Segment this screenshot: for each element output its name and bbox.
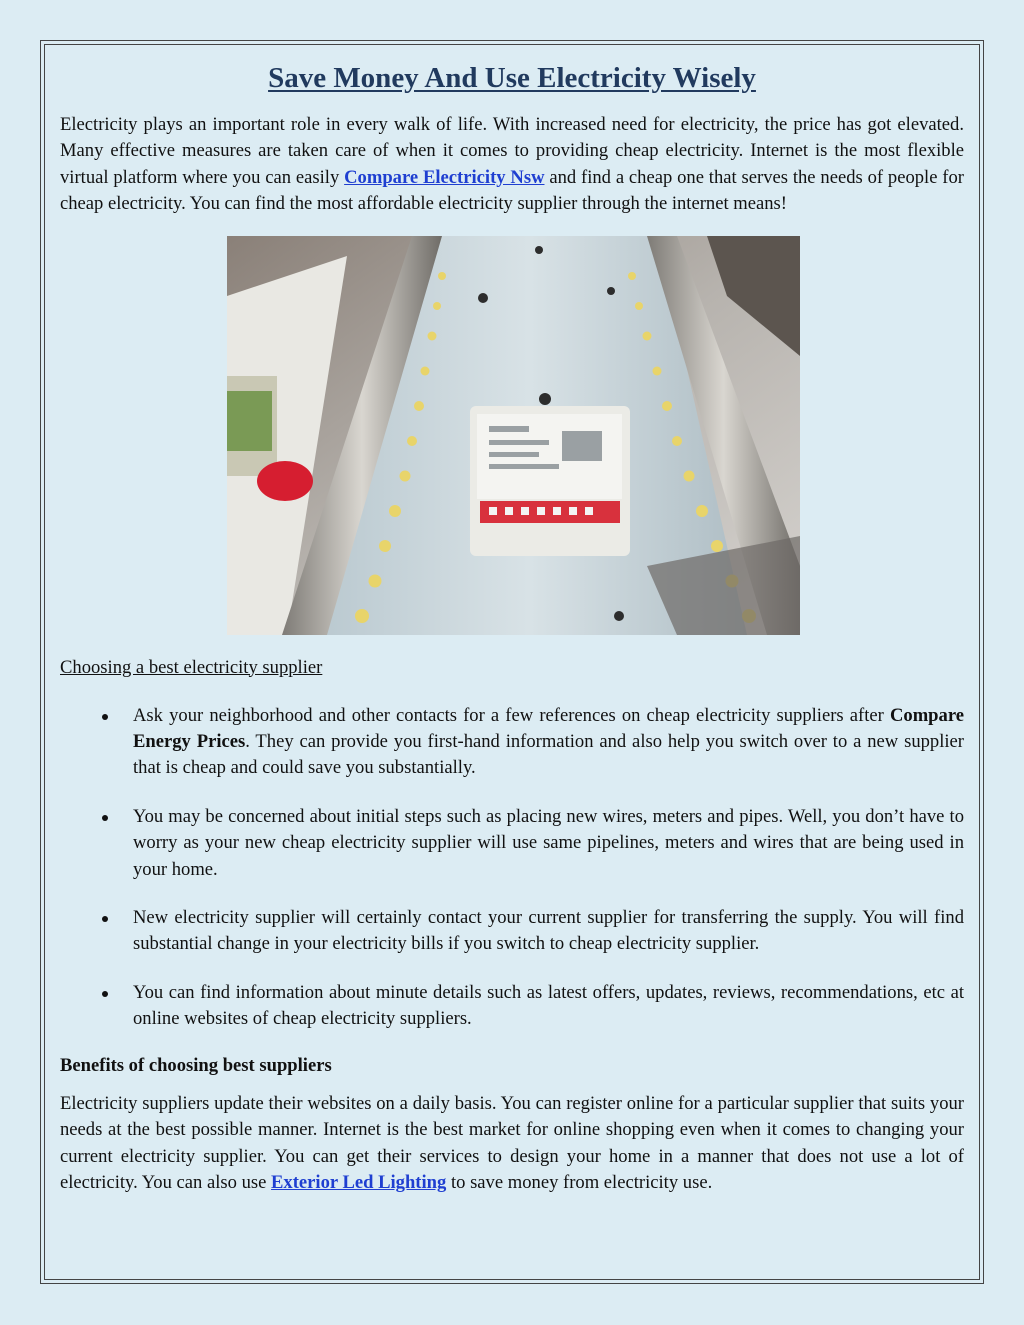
compare-electricity-nsw-link[interactable]: Compare Electricity Nsw (344, 166, 545, 188)
closing-text-start: Electricity suppliers update their websites on a daily basis. You can register online for a particular supplier that suits your needs at the best possible manner. Internet is the best market for online shopping even when it comes to changing your current electricity supplier. You can get their services to design your home in a manner that does not use a lot of electricity. You can also use (60, 1092, 964, 1193)
bullet-icon (102, 714, 108, 720)
list-item (60, 980, 964, 1033)
exterior-led-lighting-link[interactable]: Exterior Led Lighting (271, 1171, 447, 1193)
intro-paragraph (60, 112, 964, 218)
intro-text-start: Electricity plays an important role in every walk of life. With increased need for electricity, the price has got elevated. Many effective measures are taken care of when it comes to providing cheap electricity. Internet is the most flexible virtual platform where you can easily (60, 114, 964, 188)
bullet-bold-text: Compare Energy Prices (133, 704, 964, 753)
list-item (60, 905, 964, 958)
bullet-text: New electricity supplier will certainly contact your current supplier for transferring the supply. You will find substantial change in your electricity bills if you switch to cheap electricity supplier. (133, 907, 964, 955)
bullet-text: Ask your neighborhood and other contacts for a few references on cheap electricity suppliers after (133, 704, 890, 726)
list-item (60, 804, 964, 883)
supplier-tips-list (60, 703, 964, 1033)
section-heading-choosing: Choosing a best electricity supplier (60, 656, 323, 678)
section-heading-benefits: Benefits of choosing best suppliers (60, 1054, 332, 1076)
bullet-icon (102, 991, 108, 997)
intro-text-end: and find a cheap one that serves the needs of people for cheap electricity. You can find the most affordable electricity supplier through the internet means! (60, 166, 964, 215)
led-light-panel-photo (227, 236, 800, 635)
bullet-text: You can find information about minute details such as latest offers, updates, reviews, recommendations, etc at online websites of cheap electricity suppliers. (133, 981, 964, 1030)
document-body (60, 58, 964, 1196)
bullet-text: You may be concerned about initial steps such as placing new wires, meters and pipes. Well, you don’t have to worry as your new cheap electricity supplier will use same pipelines, meters and wires that are being used in your home. (133, 805, 964, 880)
list-item (60, 703, 964, 782)
page-title: Save Money And Use Electricity Wisely (268, 62, 756, 94)
bullet-text: . They can provide you first-hand information and also help you switch over to a new supplier that is cheap and could save you substantially. (133, 731, 964, 779)
bullet-icon (102, 815, 108, 821)
bullet-icon (102, 916, 108, 922)
closing-text-end: to save money from electricity use. (446, 1171, 713, 1193)
closing-paragraph (60, 1091, 964, 1197)
